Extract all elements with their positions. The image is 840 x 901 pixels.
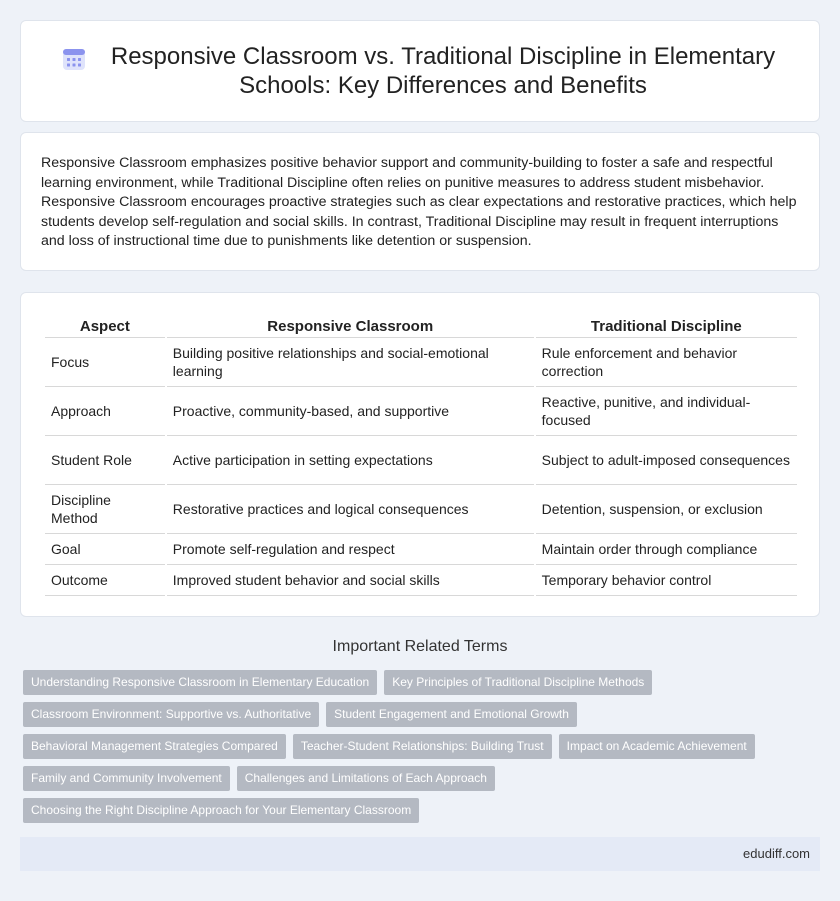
header-responsive-classroom: Responsive Classroom	[167, 313, 534, 338]
table-cell: Rule enforcement and behavior correction	[536, 338, 797, 387]
related-term-link[interactable]: Key Principles of Traditional Discipline Methods	[384, 670, 652, 695]
related-term-link[interactable]: Family and Community Involvement	[23, 766, 230, 791]
page-title: Responsive Classroom vs. Traditional Discipline in Elementary Schools: Key Differences and Benefits	[110, 43, 776, 99]
table-row	[45, 534, 797, 565]
related-term-link[interactable]: Choosing the Right Discipline Approach for Your Elementary Classroom	[23, 798, 419, 823]
table-header-row	[45, 313, 797, 338]
table-row	[45, 565, 797, 596]
intro-paragraph: Responsive Classroom emphasizes positive behavior support and community-building to foster a safe and respectful learning environment, while Traditional Discipline often relies on punitive measures to address student misbehavior. Responsive Classroom encourages proactive strategies such as clear expectations and restorative practices, which help students develop self-regulation and social skills. In contrast, Traditional Discipline may result in frequent interruptions and loss of instructional time due to punishments like detention or suspension.	[41, 155, 797, 250]
title-wrap	[61, 42, 779, 100]
table-cell: Restorative practices and logical consequences	[167, 485, 534, 534]
table-cell: Subject to adult-imposed consequences	[536, 436, 797, 485]
related-term-link[interactable]: Teacher-Student Relationships: Building Trust	[293, 734, 552, 759]
table-cell: Maintain order through compliance	[536, 534, 797, 565]
footer-site-name: edudiff.com	[743, 846, 810, 861]
table-row	[45, 387, 797, 436]
table-cell: Focus	[45, 338, 165, 387]
related-term-link[interactable]: Classroom Environment: Supportive vs. Authoritative	[23, 702, 319, 727]
related-term-link[interactable]: Understanding Responsive Classroom in Elementary Education	[23, 670, 377, 695]
table-cell: Discipline Method	[45, 485, 165, 534]
table-cell: Temporary behavior control	[536, 565, 797, 596]
table-cell: Reactive, punitive, and individual-focused	[536, 387, 797, 436]
related-term-link[interactable]: Student Engagement and Emotional Growth	[326, 702, 577, 727]
header-aspect: Aspect	[45, 313, 165, 338]
table-row	[45, 338, 797, 387]
related-term-link[interactable]: Impact on Academic Achievement	[559, 734, 755, 759]
table-cell: Goal	[45, 534, 165, 565]
table-row	[45, 436, 797, 485]
comparison-table-card	[20, 292, 820, 617]
table-cell: Promote self-regulation and respect	[167, 534, 534, 565]
related-terms-heading: Important Related Terms	[332, 638, 508, 655]
intro-card	[20, 132, 820, 271]
table-cell: Active participation in setting expectations	[167, 436, 534, 485]
related-term-link[interactable]: Behavioral Management Strategies Compared	[23, 734, 286, 759]
calendar-grid-icon	[61, 46, 87, 72]
related-term-link[interactable]: Challenges and Limitations of Each Approach	[237, 766, 495, 791]
table-cell: Outcome	[45, 565, 165, 596]
table-cell: Proactive, community-based, and supportive	[167, 387, 534, 436]
comparison-table	[43, 313, 799, 596]
table-cell: Approach	[45, 387, 165, 436]
header-traditional-discipline: Traditional Discipline	[536, 313, 797, 338]
table-cell: Student Role	[45, 436, 165, 485]
table-cell: Detention, suspension, or exclusion	[536, 485, 797, 534]
related-terms-list	[23, 670, 813, 830]
table-row	[45, 485, 797, 534]
title-card	[20, 20, 820, 122]
table-cell: Improved student behavior and social skills	[167, 565, 534, 596]
footer	[20, 837, 820, 871]
table-cell: Building positive relationships and social-emotional learning	[167, 338, 534, 387]
